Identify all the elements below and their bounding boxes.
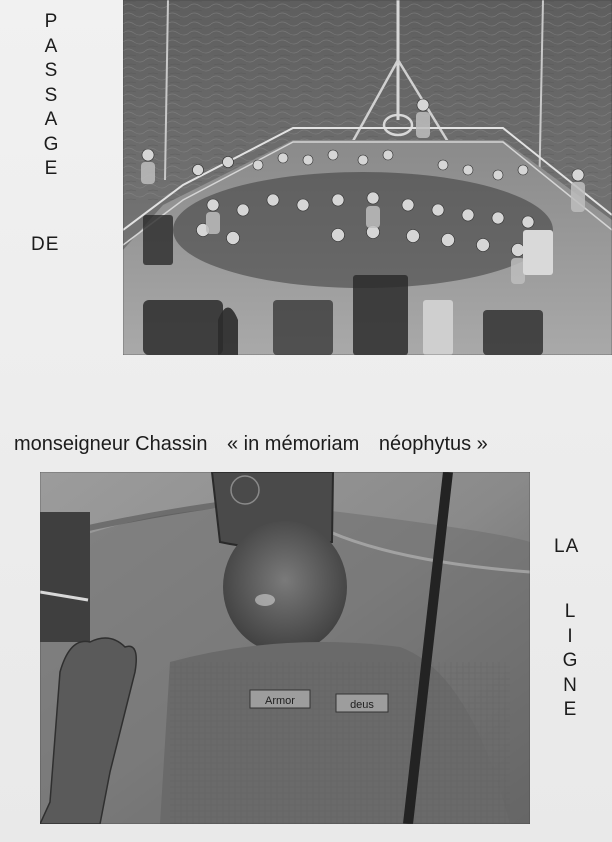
word-de: DE: [31, 234, 60, 255]
letter: L: [564, 601, 576, 622]
photo-caption: [14, 433, 612, 456]
ceremony-image: [40, 472, 530, 824]
ship-crew-photo: [123, 0, 612, 355]
vertical-word-passage: [36, 10, 66, 182]
word-la: LA: [554, 536, 580, 557]
garment-label-armor: Armor: [265, 695, 295, 707]
vertical-word-ligne: [555, 600, 585, 723]
caption-neophytus: néophytus »: [378, 433, 488, 455]
letter: S: [44, 84, 58, 106]
letter: N: [563, 674, 577, 696]
ceremony-photo: [40, 472, 530, 824]
ship-crew-image: [123, 0, 612, 355]
letter: A: [44, 109, 58, 130]
caption-memoriam: « in mémoriam: [227, 433, 360, 455]
letter: G: [43, 133, 59, 155]
letter: S: [44, 60, 58, 81]
letter: A: [44, 35, 58, 57]
letter: I: [567, 625, 573, 647]
caption-name: monseigneur Chassin: [14, 433, 208, 455]
letter: E: [44, 158, 58, 179]
letter: E: [563, 699, 577, 720]
letter: P: [44, 11, 58, 32]
garment-label-deus: deus: [350, 699, 374, 711]
letter: G: [562, 650, 578, 671]
